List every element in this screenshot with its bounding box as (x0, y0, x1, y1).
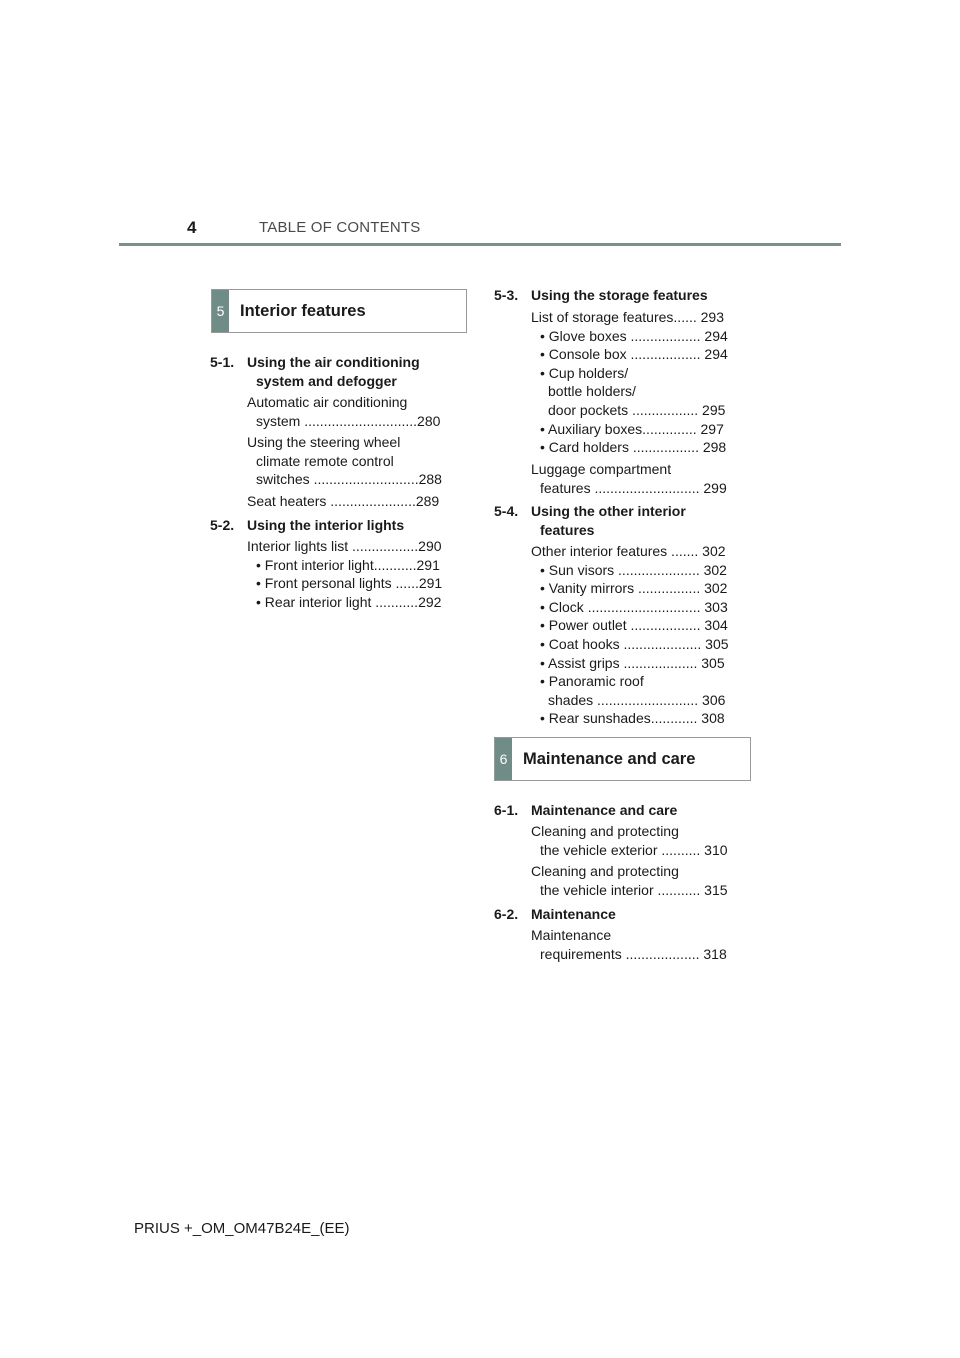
section-number: 5-2. (210, 517, 235, 533)
section-title-line: Maintenance and care (531, 802, 678, 818)
section-title-line: Using the air conditioning (247, 354, 420, 370)
section-title-line: Using the storage features (531, 287, 708, 303)
toc-entry-other-interior-features[interactable] (531, 542, 729, 728)
toc-entry-seat-heaters[interactable] (247, 492, 439, 511)
chapter-number-tab: 6 (495, 738, 512, 780)
entry-line: Luggage compartment (531, 461, 672, 477)
entry-line: • Power outlet .................. 304 (540, 617, 728, 634)
section-number: 5-1. (210, 354, 235, 370)
entry-line: • Front personal lights ......291 (256, 575, 443, 592)
page-number: 4 (187, 218, 197, 237)
chapter-number-tab: 5 (212, 290, 229, 332)
entry-line: • Vanity mirrors ................ 302 (540, 580, 728, 597)
entry-line: • Panoramic roof (540, 673, 644, 690)
entry-line: List of storage features...... 293 (531, 309, 724, 325)
document-id: PRIUS +_OM_OM47B24E_(EE) (134, 1220, 350, 1237)
entry-line: • Rear interior light ...........292 (256, 593, 442, 610)
entry-line: • Sun visors ..................... 302 (540, 561, 727, 578)
toc-entry-cleaning-exterior[interactable] (531, 822, 728, 859)
chapter-heading-5[interactable] (211, 289, 467, 333)
entry-line: climate remote control (256, 452, 394, 469)
entry-line: • Glove boxes .................. 294 (540, 327, 728, 344)
chapter-heading-6[interactable] (494, 737, 751, 781)
section-title-line: features (540, 522, 595, 538)
page-header (119, 216, 841, 244)
chapter-title: Interior features (240, 302, 366, 320)
section-number: 5-4. (494, 503, 519, 519)
section-title-line: system and defogger (256, 373, 397, 389)
header-divider (119, 243, 841, 246)
toc-entry-maintenance-requirements[interactable] (531, 926, 727, 963)
entry-line: Maintenance (531, 927, 612, 943)
entry-line: the vehicle exterior .......... 310 (540, 841, 728, 858)
entry-line: system .............................280 (256, 412, 441, 429)
entry-line: • Coat hooks .................... 305 (540, 635, 729, 652)
entry-line: Seat heaters ......................289 (247, 493, 440, 509)
entry-line: shades .......................... 306 (548, 691, 726, 708)
toc-entry-luggage-compartment[interactable] (531, 460, 727, 497)
page-title: TABLE OF CONTENTS (259, 219, 421, 236)
entry-line: • Rear sunshades............ 308 (540, 710, 725, 727)
entry-line: • Console box .................. 294 (540, 346, 728, 363)
entry-line: the vehicle interior ........... 315 (540, 881, 728, 898)
toc-entry-automatic-ac[interactable] (247, 393, 440, 430)
toc-entry-storage-features[interactable] (531, 308, 728, 457)
section-title-line: Using the interior lights (247, 517, 405, 533)
entry-line: • Front interior light...........291 (256, 556, 440, 573)
entry-line: door pockets ................. 295 (548, 401, 726, 418)
entry-line: Using the steering wheel (247, 434, 401, 450)
section-number: 5-3. (494, 287, 519, 303)
entry-line: Other interior features ....... 302 (531, 543, 726, 559)
toc-entry-interior-lights[interactable] (247, 537, 442, 611)
entry-line: Automatic air conditioning (247, 394, 408, 410)
section-title-line: Using the other interior (531, 503, 686, 519)
entry-line: requirements ................... 318 (540, 945, 727, 962)
toc-entry-steering-wheel-switches[interactable] (247, 433, 442, 489)
entry-line: • Auxiliary boxes.............. 297 (540, 420, 724, 437)
entry-line: • Cup holders/ (540, 364, 629, 381)
entry-line: features ........................... 299 (540, 479, 727, 496)
toc-entry-cleaning-interior[interactable] (531, 862, 728, 899)
section-title-line: Maintenance (531, 906, 616, 922)
entry-line: Cleaning and protecting (531, 823, 679, 839)
entry-line: Interior lights list .................290 (247, 538, 442, 554)
entry-line: • Assist grips ................... 305 (540, 654, 725, 671)
entry-line: • Card holders ................. 298 (540, 439, 727, 456)
entry-line: • Clock ............................. 303 (540, 598, 728, 615)
section-number: 6-2. (494, 906, 519, 922)
chapter-title: Maintenance and care (523, 750, 696, 768)
entry-line: bottle holders/ (548, 383, 636, 400)
section-number: 6-1. (494, 802, 519, 818)
entry-line: switches ...........................288 (256, 471, 442, 488)
entry-line: Cleaning and protecting (531, 863, 679, 879)
